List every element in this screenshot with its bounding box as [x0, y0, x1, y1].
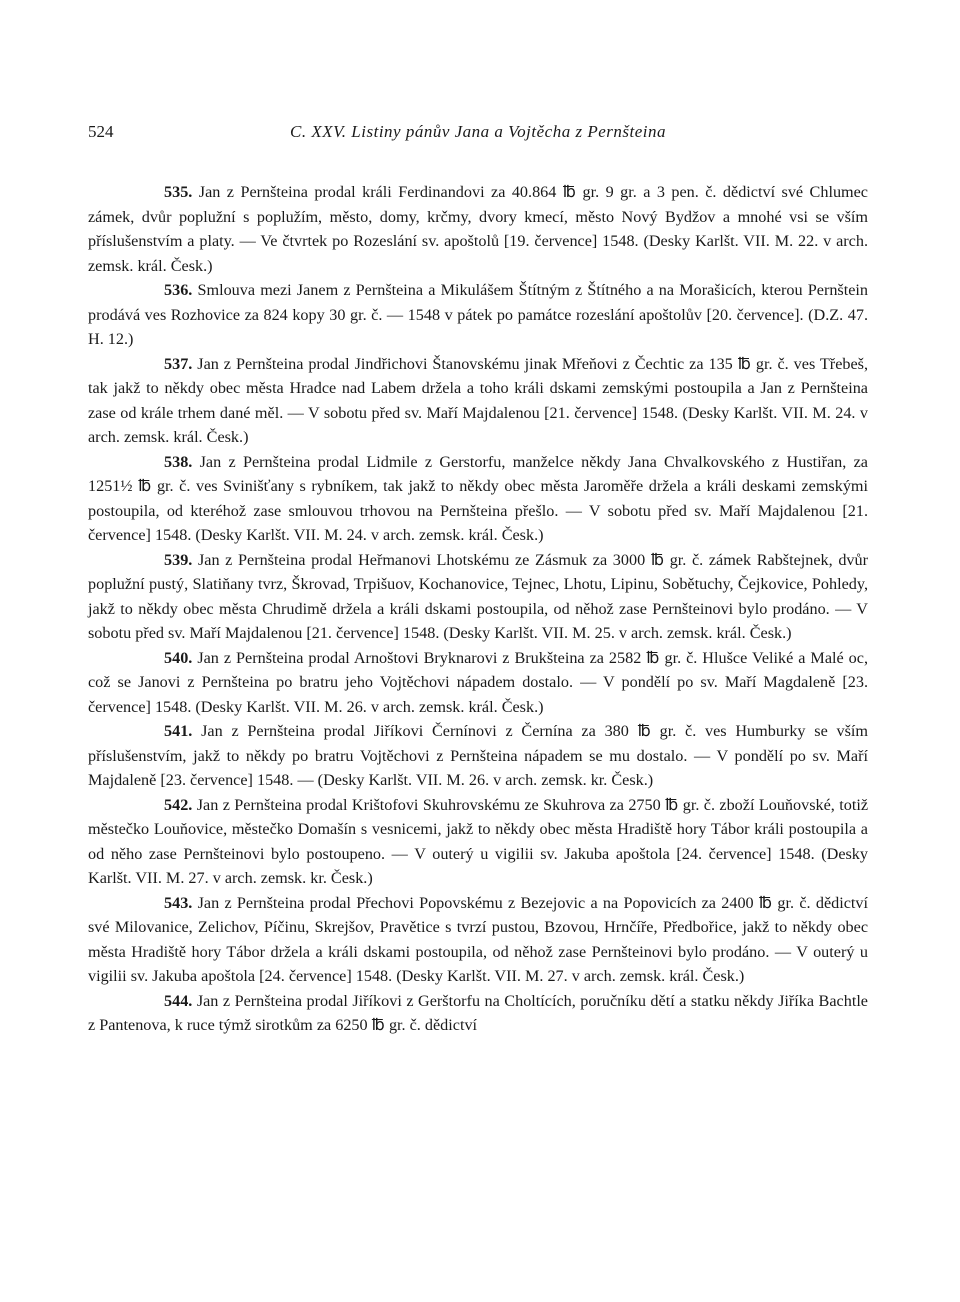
entry-543: [88, 891, 868, 989]
entry-538: [88, 450, 868, 548]
entry-text: Smlouva mezi Janem z Pernšteina a Mikulášem Štítným z Štítného a na Morašicích, kterou Pernštein prodává ves Rozhovice za 824 kopy 30 gr. č. — 1548 v pátek po památce rozeslání apoštolův [20. července]. (D.Z. 47. H. 12.): [88, 281, 868, 348]
entry-535: [88, 180, 868, 278]
entry-text: Jan z Pernšteina prodal Arnoštovi Bryknarovi z Brukšteina za 2582 ℔ gr. č. Hlušce Veliké a Malé oc, což se Janovi z Pernšteina po bratru jeho Vojtěchovi nápadem dostalo. — V pondělí po sv. Maří Magdaleně [23. července] 1548. (Desky Karlšt. VII. M. 26. v arch. zemsk. král. Česk.): [88, 648, 868, 716]
entry-540: [88, 646, 868, 720]
entry-number: 540.: [164, 648, 193, 667]
running-title: C. XXV. Listiny pánův Jana a Vojtěcha z Pernšteina: [290, 122, 666, 141]
entry-number: 538.: [164, 452, 193, 471]
entry-text: Jan z Pernšteina prodal králi Ferdinandovi za 40.864 ℔ gr. 9 gr. a 3 pen. č. dědictví své Chlumec zámek, dvůr poplužní s poplužím, město, domy, krčmy, dvory kmecí, město Nový Bydžov a mnohé vsi se vším příslušenstvím a platy. — Ve čtvrtek po Rozeslání sv. apoštolů [19. července] 1548. (Desky Karlšt. VII. M. 22. v arch. zemsk. král. Česk.): [88, 183, 868, 275]
entry-number: 541.: [164, 722, 193, 740]
entry-text: Jan z Pernšteina prodal Krištofovi Skuhrovskému ze Skuhrova za 2750 ℔ gr. č. zboží Louňovské, totiž městečko Louňovice, městečko Domašín s vesnicemi, jakž to někdy obec města Hradiště hory Tábor králi postoupila a od něho zase Pernšteinovi bylo postoupeno. — V outerý u vigilii sv. Jakuba apoštola [24. července] 1548. (Desky Karlšt. VII. M. 27. v arch. zemsk. kr. Česk.): [88, 795, 869, 887]
entry-text: Jan z Pernšteina prodal Jiříkovi z Gerštorfu na Choltících, poručníku dětí a statku někdy Jiříka Bachtle z Pantenova, k ruce týmž sirotkům za 6250 ℔ gr. č. dědictví: [88, 991, 868, 1034]
entry-text: Jan z Pernšteina prodal Přechovi Popovskému z Bezejovic a na Popovicích za 2400 ℔ gr. č. dědictví své Milovanice, Zelichov, Píčinu, Skrejšov, Pravětice s tvrzí pustou, Bzovou, Hrnčíře, Předbořice, jakž to někdy obec města Hradiště hory Tábor držela a králi dskami postoupila, od něhož zase Pernšteinovi bylo prodáno. — V outerý u vigilii sv. Jakuba apoštola [24. července] 1548. (Desky Karlšt. VII. M. 27. v arch. zemsk. král. Česk.): [88, 893, 868, 985]
entry-text: Jan z Pernšteina prodal Jiříkovi Černínovi z Černína za 380 ℔ gr. č. ves Humburky se vším příslušenstvím, jakž to někdy po bratru Vojtěchovi z Pernšteina nápadem se mu dostalo. — V pondělí po sv. Maří Majdaleně [23. července] 1548. — (Desky Karlšt. VII. M. 26. v arch. zemsk. kr. Česk.): [88, 722, 869, 789]
entry-number: 542.: [164, 795, 193, 814]
entry-text: Jan z Pernšteina prodal Lidmile z Gerstorfu, manželce někdy Jana Chvalkovského z Hustiřan, za 1251½ ℔ gr. č. ves Svinišťany s rybníkem, tak jakž to někdy obec města Jaroměře držela a králi deskami zemskými postoupila, od kteréhož zase smlouvou trhovou na Pernšteina přešlo. — V sobotu před sv. Maří Majdalenou [21. července] 1548. (Desky Karlšt. VII. M. 24. v arch. zemsk. král. Česk.): [88, 452, 868, 544]
entry-542: [88, 793, 868, 891]
entry-539: [88, 548, 868, 646]
book-page: [88, 122, 868, 1038]
entry-number: 544.: [164, 991, 193, 1010]
entry-number: 539.: [164, 550, 193, 569]
entry-537: [88, 352, 868, 450]
entry-number: 536.: [164, 281, 193, 299]
entry-number: 543.: [164, 893, 193, 912]
entry-list: [88, 180, 868, 1038]
entry-text: Jan z Pernšteina prodal Heřmanovi Lhotskému ze Zásmuk za 3000 ℔ gr. č. zámek Rabštejnek, dvůr poplužní pustý, Slatiňany tvrz, Škrovad, Trpišuov, Kochanovice, Tejnec, Lhotu, Lipinu, Sobětuchy, Čejkovice, Pohledy, jakž to někdy obec města Chrudimě držela a králi dskami postoupila, od něhož zase Pernšteinovi bylo prodáno. — V sobotu před sv. Maří Majdalenou [21. července] 1548. (Desky Karlšt. VII. M. 25. v arch. zemsk. král. Česk.): [88, 550, 868, 642]
entry-text: Jan z Pernšteina prodal Jindřichovi Štanovskému jinak Mřeňovi z Čechtic za 135 ℔ gr. č. ves Třebeš, tak jakž to někdy obec města Hradce nad Labem držela a toho králi dskami zemskými postoupila a Jan z Pernšteina zase od krále trhem dané měl. — V sobotu před sv. Maří Majdalenou [21. července] 1548. (Desky Karlšt. VII. M. 24. v arch. zemsk. král. Česk.): [88, 354, 868, 446]
entry-number: 535.: [164, 183, 193, 201]
entry-number: 537.: [164, 354, 193, 373]
entry-536: [88, 278, 868, 352]
entry-541: [88, 719, 868, 793]
entry-544: [88, 989, 868, 1038]
page-number: 524: [88, 122, 114, 141]
page-header: [88, 122, 868, 150]
